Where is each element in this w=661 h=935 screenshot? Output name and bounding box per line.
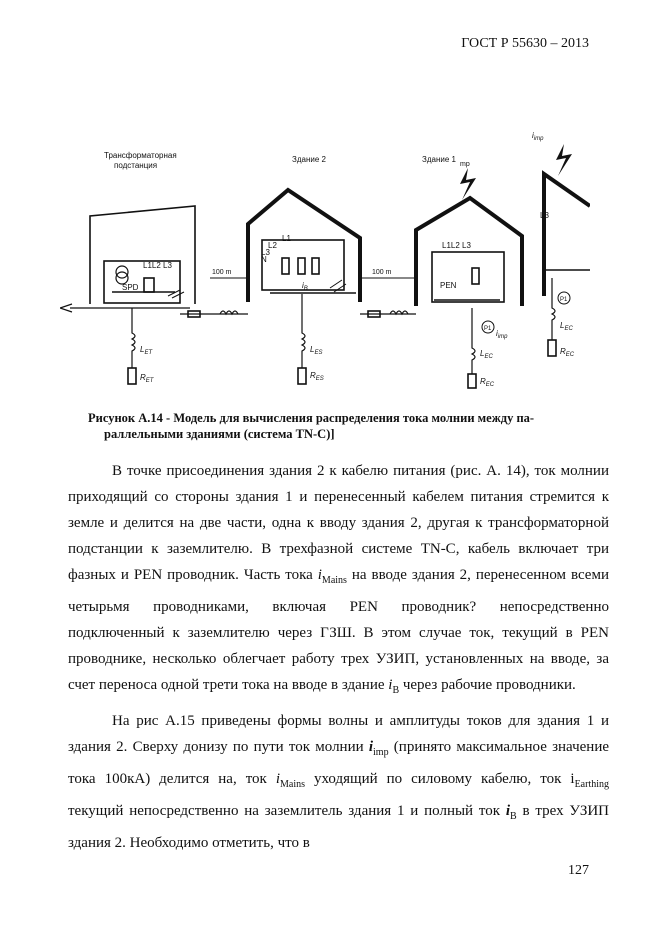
label-dist1: 100 m xyxy=(212,269,232,276)
label-ret: $R_{ET}$ xyxy=(140,373,154,384)
label-l1: L1 xyxy=(282,234,291,243)
partial-building-wall xyxy=(544,174,590,296)
caption-line-2: раллельными зданиями (система TN-C)] xyxy=(104,427,335,441)
label-substation-2: подстанция xyxy=(114,161,158,170)
label-lec2: $L_{EC}$ xyxy=(560,321,573,332)
label-substation-1: Трансформаторная xyxy=(104,151,177,160)
lightning-current-diagram xyxy=(60,128,590,410)
label-mp: mp xyxy=(460,161,470,168)
label-building1: Здание 1 xyxy=(422,155,456,164)
label-iimp-top: $i_{imp}$ xyxy=(532,131,544,142)
document-header: ГОСТ Р 55630 – 2013 xyxy=(461,36,589,51)
label-dist2: 100 m xyxy=(372,269,392,276)
building1-panel xyxy=(432,252,504,302)
label-l1l2l3-b: L1L2 L3 xyxy=(442,241,471,250)
label-lec: $L_{EC}$ xyxy=(480,349,493,360)
figure-diagram xyxy=(60,128,590,410)
label-spd: SPD xyxy=(122,283,139,292)
figure-caption xyxy=(88,410,608,442)
paragraph-1: В точке присоединения здания 2 к кабелю питания (рис. А. 14), ток молнии приходящий со стороны здания 1 и перенесенный кабелем питания стремится к земле и делится на две части, одна к вводу здания 2, другая к трансформаторной подстанции к заземлителю. В трехфазной системе TN-C, кабель включает три фазных и PEN проводник. Часть тока $i_{Mains}$ на вводе здания 2, перенесенном всеми четырьмя проводниками, включая PEN проводник? непосредственно подключенный к заземлителю через ГЗШ. В этом случае ток, текущий в PEN проводнике, несколько облегчает работу трех УЗИП, установленных на вводе, за счет переноса одной трети тока на вводе в здание $i_B$ через рабочие проводники. xyxy=(68,463,609,696)
label-p1: P1 xyxy=(484,326,492,332)
label-l3-right: L3 xyxy=(540,211,549,220)
spd-box xyxy=(144,278,154,292)
lightning-bolt-1 xyxy=(460,168,476,200)
page-number: 127 xyxy=(568,863,589,878)
label-p1b: P1 xyxy=(560,297,568,303)
label-res: $R_{ES}$ xyxy=(310,371,324,382)
label-rec: $R_{EC}$ xyxy=(480,377,495,388)
label-n: N xyxy=(261,255,267,264)
lightning-bolt-2 xyxy=(556,144,572,176)
label-let: $L_{ET}$ xyxy=(140,345,153,356)
paragraph-2: На рис А.15 приведены формы волны и амплитуды токов для здания 1 и здания 2. Сверху донизу по пути ток молнии $i_{imp}$ (принято максимальное значение тока 100кА) делится на, ток $i_{Mains}$ уходящий по силовому кабелю, ток $i_{Earthing}$ текущий непосредственно на заземлитель здания 1 и полный ток $i_B$ в трех УЗИП здания 2. Необходимо отметить, что в xyxy=(68,713,609,851)
label-rec2: $R_{EC}$ xyxy=(560,347,575,358)
label-l1l2l3-a: L1L2 L3 xyxy=(143,261,172,270)
label-l2: L2 xyxy=(268,241,277,250)
label-ib: $i_B$ xyxy=(302,281,308,292)
caption-line-1: Рисунок А.14 - Модель для вычисления распределения тока молнии между па- xyxy=(88,411,535,425)
label-building2: Здание 2 xyxy=(292,155,326,164)
label-iimp: $i_{imp}$ xyxy=(496,329,508,340)
label-l3: L3 xyxy=(261,248,270,257)
body-text xyxy=(68,458,609,860)
label-pen: PEN xyxy=(440,281,457,290)
label-les: $L_{ES}$ xyxy=(310,345,323,356)
